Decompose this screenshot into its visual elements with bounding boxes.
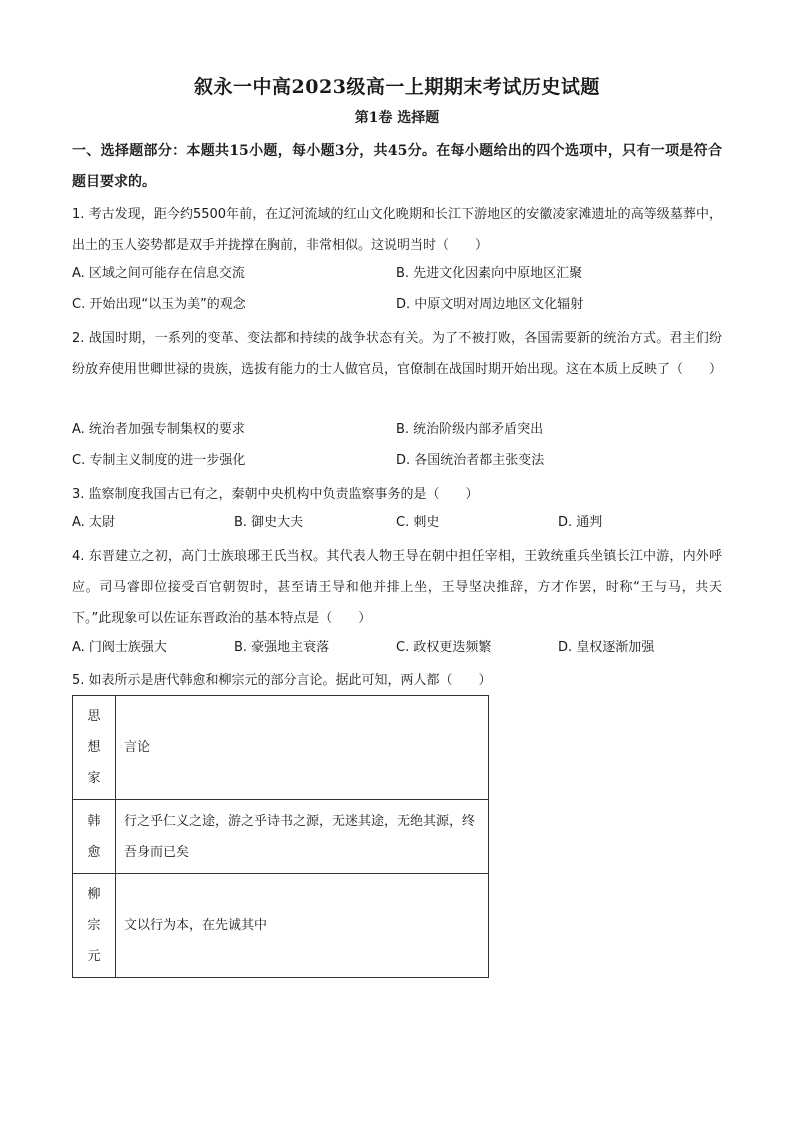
q1-option-d[interactable]: D. 中原文明对周边地区文化辐射 <box>396 297 584 312</box>
table-row <box>73 874 489 978</box>
section-instructions: 一、选择题部分：本题共15小题，每小题3分，共45分。在每小题给出的四个选项中，只有一项是符合题目要求的。 <box>72 143 722 190</box>
q3-option-d[interactable]: D. 通判 <box>558 515 603 530</box>
table-row <box>73 696 489 800</box>
q3-option-a[interactable]: A. 太尉 <box>72 515 115 530</box>
table-cell-thinker <box>73 874 116 978</box>
table-cell-speech: 文以行为本，在先诚其中 <box>116 874 489 978</box>
table-header-thinker <box>73 696 116 800</box>
table-header-speech: 言论 <box>116 696 489 800</box>
question-1: 1. 考古发现，距今约5500年前，在辽河流域的红山文化晚期和长江下游地区的安徽凌家滩遗址的高等级墓葬中，出土的玉人姿势都是双手并拢撑在胸前，非常相似。这说明当时（ ） <box>72 207 722 253</box>
q1-option-b[interactable]: B. 先进文化因素向中原地区汇聚 <box>396 266 583 281</box>
question-5: 5. 如表所示是唐代韩愈和柳宗元的部分言论。据此可知，两人都（ ） <box>72 673 492 688</box>
q1-option-a[interactable]: A. 区域之间可能存在信息交流 <box>72 266 245 281</box>
q4-option-c[interactable]: C. 政权更迭频繁 <box>396 640 492 655</box>
quote-table <box>72 695 489 978</box>
table-cell-speech: 行之乎仁义之途，游之乎诗书之源，无迷其途，无绝其源，终吾身而已矣 <box>116 800 489 874</box>
question-3: 3. 监察制度我国古已有之，秦朝中央机构中负责监察事务的是（ ） <box>72 487 479 502</box>
header-thinker-text: 思想家 <box>87 709 101 786</box>
question-2: 2. 战国时期，一系列的变革、变法都和持续的战争状态有关。为了不被打败，各国需要新的统治方式。君主们纷纷放弃使用世卿世禄的贵族，选拔有能力的士人做官员，官僚制在战国时期开始出现。这在本质上反映了（ ） <box>72 331 723 377</box>
q4-option-a[interactable]: A. 门阀士族强大 <box>72 640 167 655</box>
q2-option-b[interactable]: B. 统治阶级内部矛盾突出 <box>396 422 544 437</box>
table-row <box>73 800 489 874</box>
q2-option-c[interactable]: C. 专制主义制度的进一步强化 <box>72 453 246 468</box>
page-title: 叙永一中高2023级高一上期期末考试历史试题 <box>194 76 600 98</box>
thinker-liu-zongyuan: 柳宗元 <box>87 887 101 964</box>
q4-option-b[interactable]: B. 豪强地主衰落 <box>234 640 330 655</box>
q2-option-a[interactable]: A. 统治者加强专制集权的要求 <box>72 422 245 437</box>
q3-option-b[interactable]: B. 御史大夫 <box>234 515 304 530</box>
question-4: 4. 东晋建立之初，高门士族琅琊王氏当权。其代表人物王导在朝中担任宰相，王敦统重兵坐镇长江中游，内外呼应。司马睿即位接受百官朝贺时，甚至请王导和他并排上坐，王导坚决推辞，方才作罢，时称“王与马，共天下。”此现象可以佐证东晋政治的基本特点是（ ） <box>72 549 722 626</box>
q2-option-d[interactable]: D. 各国统治者都主张变法 <box>396 453 545 468</box>
q4-option-d[interactable]: D. 皇权逐渐加强 <box>558 640 655 655</box>
thinker-han-yu: 韩愈 <box>87 813 101 860</box>
q3-option-c[interactable]: C. 刺史 <box>396 515 440 530</box>
volume-subtitle: 第1卷 选择题 <box>354 110 440 126</box>
q1-option-c[interactable]: C. 开始出现“以玉为美”的观念 <box>72 297 246 312</box>
table-cell-thinker <box>73 800 116 874</box>
